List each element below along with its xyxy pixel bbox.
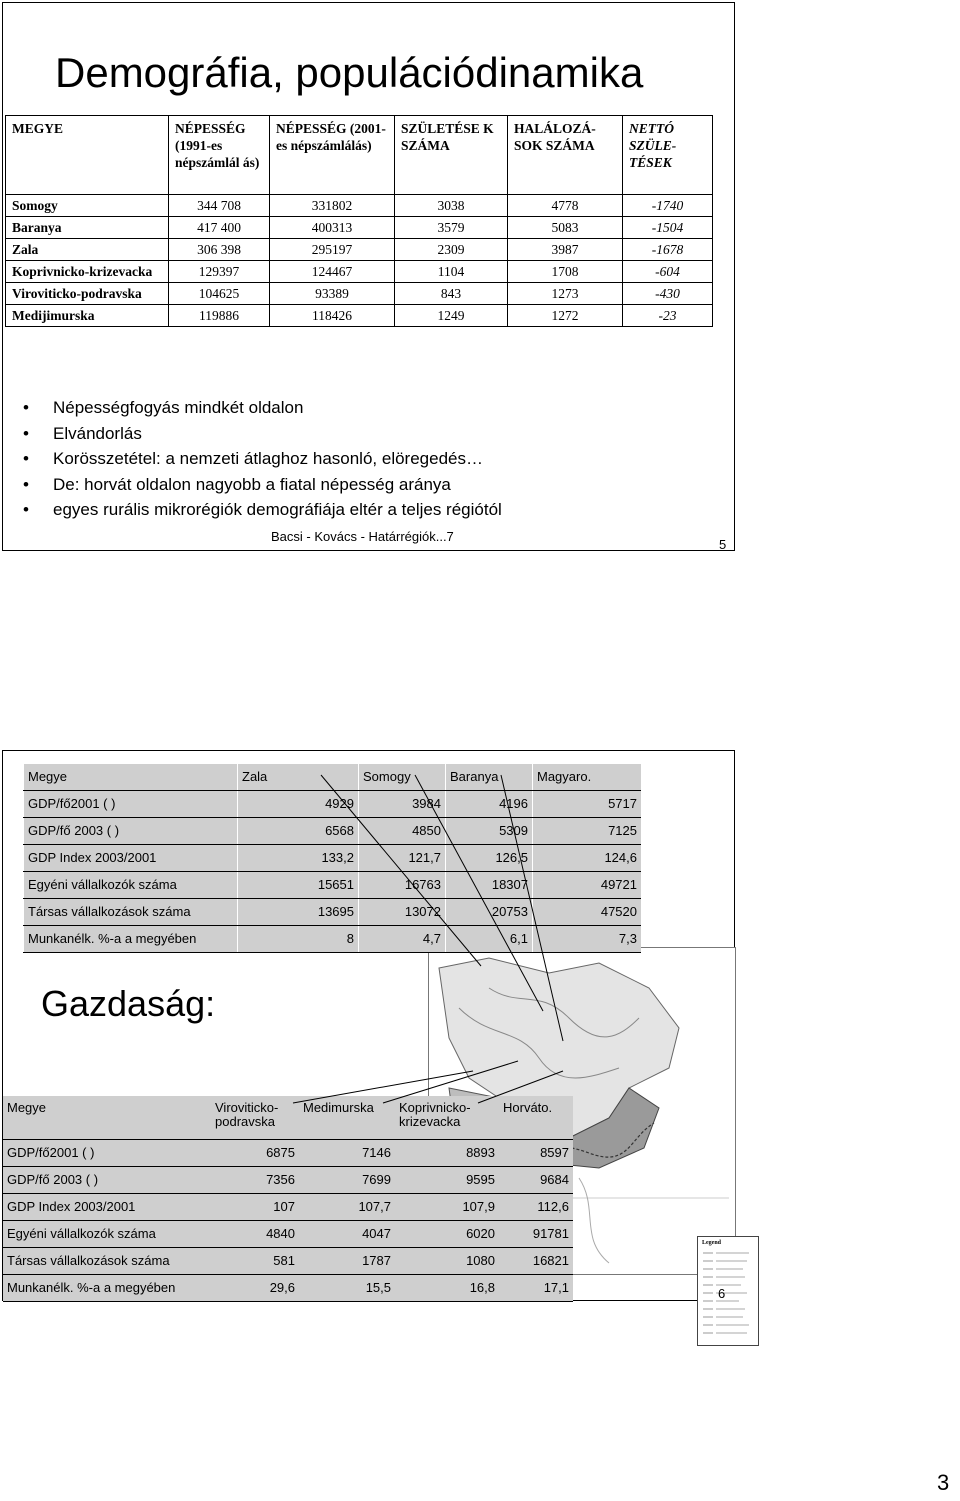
table-row (6, 217, 713, 239)
table-cell: 119886 (169, 305, 270, 327)
header-cell: HALÁLOZÁ-SOK SZÁMA (508, 116, 623, 195)
table-cell: GDP/fő2001 ( ) (24, 791, 238, 818)
table-cell: 1080 (395, 1248, 499, 1275)
bullet-item: • egyes rurális mikrorégiók demográfiája eltér a teljes régiótól (23, 497, 502, 523)
table-cell: Egyéni vállalkozók száma (24, 872, 238, 899)
table-cell: Társas vállalkozások száma (24, 899, 238, 926)
slide-number: 6 (718, 1286, 726, 1301)
table-cell: 331802 (270, 195, 395, 217)
table-cell: Munkanélk. %-a a megyében (24, 926, 238, 953)
table-cell: 1273 (508, 283, 623, 305)
table-cell: 13695 (238, 899, 359, 926)
table-cell: 6568 (238, 818, 359, 845)
table-cell: 4047 (299, 1221, 395, 1248)
county-cell: Viroviticko-podravska (6, 283, 169, 305)
table-cell: 306 398 (169, 239, 270, 261)
table-cell: -1678 (623, 239, 713, 261)
header-cell: NÉPESSÉG (1991-es népszámlál ás) (169, 116, 270, 195)
table-cell: 1104 (395, 261, 508, 283)
table-row (24, 926, 642, 953)
table-row (6, 305, 713, 327)
table-cell: 1787 (299, 1248, 395, 1275)
map-legend (697, 1236, 759, 1346)
table-cell: 1708 (508, 261, 623, 283)
table-cell: 91781 (499, 1221, 573, 1248)
table-cell: 17,1 (499, 1275, 573, 1302)
table-cell: Munkanélk. %-a a megyében (3, 1275, 211, 1302)
table-cell: 124467 (270, 261, 395, 283)
table-cell: 400313 (270, 217, 395, 239)
table-cell: 8893 (395, 1140, 499, 1167)
table-cell: 581 (211, 1248, 299, 1275)
table-cell: 417 400 (169, 217, 270, 239)
table-cell: -430 (623, 283, 713, 305)
table-cell: 121,7 (359, 845, 446, 872)
hungary-economy-table (23, 764, 641, 953)
table-row (6, 283, 713, 305)
table-row (24, 845, 642, 872)
table-row (3, 1140, 573, 1167)
table-header-row (3, 1096, 573, 1140)
table-cell: GDP Index 2003/2001 (3, 1194, 211, 1221)
table-cell: 118426 (270, 305, 395, 327)
table-cell: 5083 (508, 217, 623, 239)
header-cell: Koprivnicko-krizevacka (395, 1096, 499, 1140)
table-cell: 4929 (238, 791, 359, 818)
table-cell: 7356 (211, 1167, 299, 1194)
table-cell: 6020 (395, 1221, 499, 1248)
table-cell: 15,5 (299, 1275, 395, 1302)
header-cell: Zala (238, 764, 359, 791)
section-heading: Gazdaság: (41, 983, 216, 1024)
legend-title: Legend (702, 1240, 722, 1246)
table-cell: 7,3 (533, 926, 642, 953)
table-cell: 104625 (169, 283, 270, 305)
bullet-item: • De: horvát oldalon nagyobb a fiatal népesség aránya (23, 472, 502, 498)
table-cell: 107,9 (395, 1194, 499, 1221)
table-row (24, 899, 642, 926)
table-cell: 2309 (395, 239, 508, 261)
header-cell: Megye (3, 1096, 211, 1140)
table-cell: 843 (395, 283, 508, 305)
table-cell: 3987 (508, 239, 623, 261)
table-cell: 16821 (499, 1248, 573, 1275)
table-header-row (24, 764, 642, 791)
table-cell: 7699 (299, 1167, 395, 1194)
table-cell: Társas vállalkozások száma (3, 1248, 211, 1275)
table-cell: 4850 (359, 818, 446, 845)
table-row (3, 1221, 573, 1248)
table-cell: GDP Index 2003/2001 (24, 845, 238, 872)
table-cell: 133,2 (238, 845, 359, 872)
table-cell: 1249 (395, 305, 508, 327)
table-cell: 8 (238, 926, 359, 953)
table-cell: 20753 (446, 899, 533, 926)
table-cell: 6,1 (446, 926, 533, 953)
legend-entries (699, 1249, 757, 1345)
table-row (24, 872, 642, 899)
table-cell: 3038 (395, 195, 508, 217)
table-cell: 3984 (359, 791, 446, 818)
table-cell: 47520 (533, 899, 642, 926)
table-row (6, 239, 713, 261)
table-cell: 3579 (395, 217, 508, 239)
county-cell: Zala (6, 239, 169, 261)
table-cell: 8597 (499, 1140, 573, 1167)
table-cell: GDP/fő 2003 ( ) (24, 818, 238, 845)
table-cell: 6875 (211, 1140, 299, 1167)
table-cell: 107 (211, 1194, 299, 1221)
table-cell: 13072 (359, 899, 446, 926)
table-cell: -23 (623, 305, 713, 327)
county-cell: Somogy (6, 195, 169, 217)
header-cell: Viroviticko-podravska (211, 1096, 299, 1140)
table-cell: 112,6 (499, 1194, 573, 1221)
slide-number: 5 (719, 537, 727, 552)
table-row (3, 1275, 573, 1302)
table-cell: 126,5 (446, 845, 533, 872)
header-cell: MEGYE (6, 116, 169, 195)
table-row (3, 1248, 573, 1275)
table-cell: 344 708 (169, 195, 270, 217)
table-cell: Egyéni vállalkozók száma (3, 1221, 211, 1248)
table-row (6, 195, 713, 217)
county-cell: Baranya (6, 217, 169, 239)
bullet-list (23, 395, 502, 523)
table-cell: 5309 (446, 818, 533, 845)
header-cell: SZÜLETÉSE K SZÁMA (395, 116, 508, 195)
header-cell: Somogy (359, 764, 446, 791)
table-cell: 1272 (508, 305, 623, 327)
table-cell: 124,6 (533, 845, 642, 872)
header-cell: NETTÓ SZÜLE-TÉSEK (623, 116, 713, 195)
slide-demography (2, 2, 735, 551)
header-cell: Baranya (446, 764, 533, 791)
table-header-row (6, 116, 713, 195)
table-cell: 93389 (270, 283, 395, 305)
table-row (24, 791, 642, 818)
header-cell: Megye (24, 764, 238, 791)
header-cell: Medimurska (299, 1096, 395, 1140)
table-cell: 7125 (533, 818, 642, 845)
table-cell: 7146 (299, 1140, 395, 1167)
table-cell: -1504 (623, 217, 713, 239)
croatia-economy-table (3, 1096, 573, 1302)
table-row (24, 818, 642, 845)
page-number: 3 (937, 1470, 950, 1495)
county-cell: Medijimurska (6, 305, 169, 327)
header-cell: Magyaro. (533, 764, 642, 791)
table-cell: 4,7 (359, 926, 446, 953)
table-cell: 5717 (533, 791, 642, 818)
table-cell: 18307 (446, 872, 533, 899)
table-cell: GDP/fő2001 ( ) (3, 1140, 211, 1167)
table-cell: 107,7 (299, 1194, 395, 1221)
table-cell: GDP/fő 2003 ( ) (3, 1167, 211, 1194)
table-cell: 9595 (395, 1167, 499, 1194)
table-cell: -1740 (623, 195, 713, 217)
header-cell: NÉPESSÉG (2001-es népszámlálás) (270, 116, 395, 195)
table-cell: 16763 (359, 872, 446, 899)
slide-title: Demográfia, populációdinamika (55, 49, 644, 96)
table-cell: 4778 (508, 195, 623, 217)
table-cell: 29,6 (211, 1275, 299, 1302)
table-cell: 129397 (169, 261, 270, 283)
header-cell: Horváto. (499, 1096, 573, 1140)
table-cell: 15651 (238, 872, 359, 899)
bullet-item: • Elvándorlás (23, 421, 502, 447)
bullet-item: • Korösszetétel: a nemzeti átlaghoz hasonló, elöregedés… (23, 446, 502, 472)
table-cell: 4840 (211, 1221, 299, 1248)
table-row (3, 1167, 573, 1194)
slide-economy (2, 750, 735, 1301)
table-cell: 16,8 (395, 1275, 499, 1302)
table-cell: 4196 (446, 791, 533, 818)
county-cell: Koprivnicko-krizevacka (6, 261, 169, 283)
bullet-item: • Népességfogyás mindkét oldalon (23, 395, 502, 421)
table-cell: -604 (623, 261, 713, 283)
table-row (3, 1194, 573, 1221)
table-cell: 9684 (499, 1167, 573, 1194)
demography-table (5, 115, 713, 327)
table-cell: 49721 (533, 872, 642, 899)
table-row (6, 261, 713, 283)
table-cell: 295197 (270, 239, 395, 261)
source-footer: Bacsi - Kovács - Határrégiók...7 (271, 529, 454, 544)
